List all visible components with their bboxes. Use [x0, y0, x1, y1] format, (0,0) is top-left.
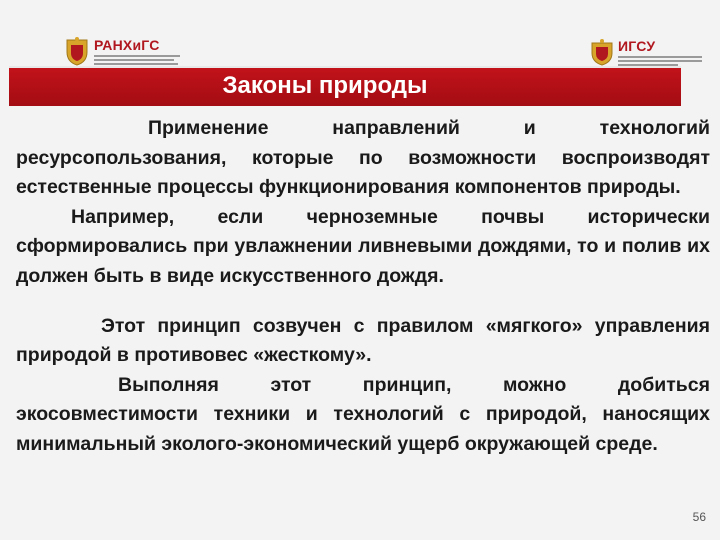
paragraph-soft-management: Этот принцип созвучен с правилом «мягкого» управления природой в противовес «жесткому». — [16, 314, 710, 367]
logo-fine-print-line — [94, 63, 178, 65]
paragraph-example: Например, если черноземные почвы исторически сформировались при увлажнении ливневыми дождями, то и полив их должен быть в виде искусственного дождя. — [16, 205, 710, 287]
igsu-crest-icon — [590, 38, 614, 66]
logo-fine-print-line — [618, 60, 702, 62]
paragraph-eco-compatibility: Выполняя этот принцип, можно добиться экосовместимости техники и технологий с природой, наносящих минимальный эколого-экономический ущерб окружающей среде. — [16, 373, 710, 455]
paragraph-principle: Применение направлений и технологий ресурсопользования, которые по возможности воспроизводят естественные процессы функционирования компонентов природы. — [16, 117, 710, 199]
page-number: 56 — [692, 510, 706, 524]
slide-title: Законы природы — [222, 72, 428, 99]
slide-body — [16, 114, 710, 460]
ranepa-logo-name: РАНХиГС — [94, 36, 160, 53]
logo-fine-print-line — [618, 56, 702, 58]
ranepa-logo — [64, 36, 180, 66]
ranepa-crest-icon — [64, 36, 90, 66]
igsu-logo-name: ИГСУ — [618, 37, 656, 54]
title-bar — [9, 66, 681, 106]
logo-fine-print-line — [94, 55, 180, 57]
logo-fine-print-line — [94, 59, 174, 61]
igsu-logo — [590, 38, 702, 66]
